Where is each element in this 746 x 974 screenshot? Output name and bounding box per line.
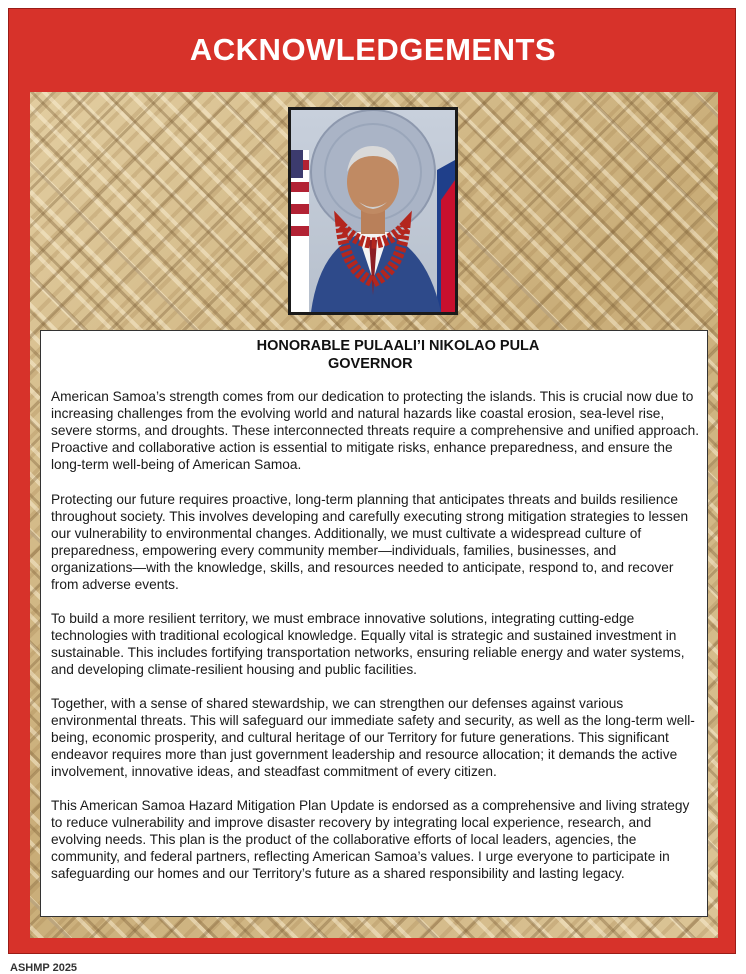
paragraph-2: Protecting our future requires proactive, long-term planning that anticipates threats and builds resilience throughout society. This involves developing and carefully executing strong mitigation strategies to lessen our vulnerability to environmental changes. Additionally, we must cultivate a widespread culture of preparedness, empowering every community member—individuals, families, businesses, and organizations—with the knowledge, skills, and resources needed to anticipate, respond to, and recover from adverse events. — [51, 492, 689, 592]
paragraph-1: American Samoa’s strength comes from our dedication to protecting the islands. This is crucial now due to increasing challenges from the evolving world and natural hazards like coastal erosion, sea-level rise, severe storms, and droughts. These interconnected threats require a comprehensive and unified approach. Proactive and collaborative action is essential to mitigate risks, enhance preparedness, and ensure the long-term well-being of American Samoa. — [51, 389, 700, 472]
acknowledgement-text-box — [40, 330, 708, 917]
portrait-illustration — [291, 110, 455, 312]
governor-portrait — [288, 107, 458, 315]
paragraph-3: To build a more resilient territory, we must embrace innovative solutions, integrating cutting-edge technologies with traditional ecological knowledge. Equally vital is strategic and sustained investment in sustainable. This includes fortifying transportation networks, ensuring reliable energy and water systems, and developing climate-resilient housing and public facilities. — [51, 611, 685, 677]
paragraph-4: Together, with a sense of shared stewardship, we can strengthen our defenses against various environmental threats. This will safeguard our immediate safety and security, as well as the long-term well-being, economic prosperity, and cultural heritage of our Territory for future generations. This significant endeavor requires more than just government leadership and resource allocation; it demands the active involvement, innovative ideas, and steadfast commitment of every citizen. — [51, 696, 695, 779]
governor-name: HONORABLE PULAALI’I NIKOLAO PULA — [256, 338, 540, 354]
paragraph-5: This American Samoa Hazard Mitigation Plan Update is endorsed as a comprehensive and living strategy to reduce vulnerability and improve disaster recovery by integrating local experience, research, and evolving needs. This plan is the product of the collaborative efforts of local leaders, agencies, the community, and federal partners, reflecting American Samoa’s values. I urge everyone to participate in safeguarding our homes and our Territory’s future as a shared responsibility and lasting legacy. — [51, 798, 690, 881]
page-title: ACKNOWLEDGEMENTS — [189, 32, 557, 67]
governor-title: GOVERNOR — [328, 356, 413, 372]
footer-document-id: ASHMP 2025 — [10, 962, 78, 974]
